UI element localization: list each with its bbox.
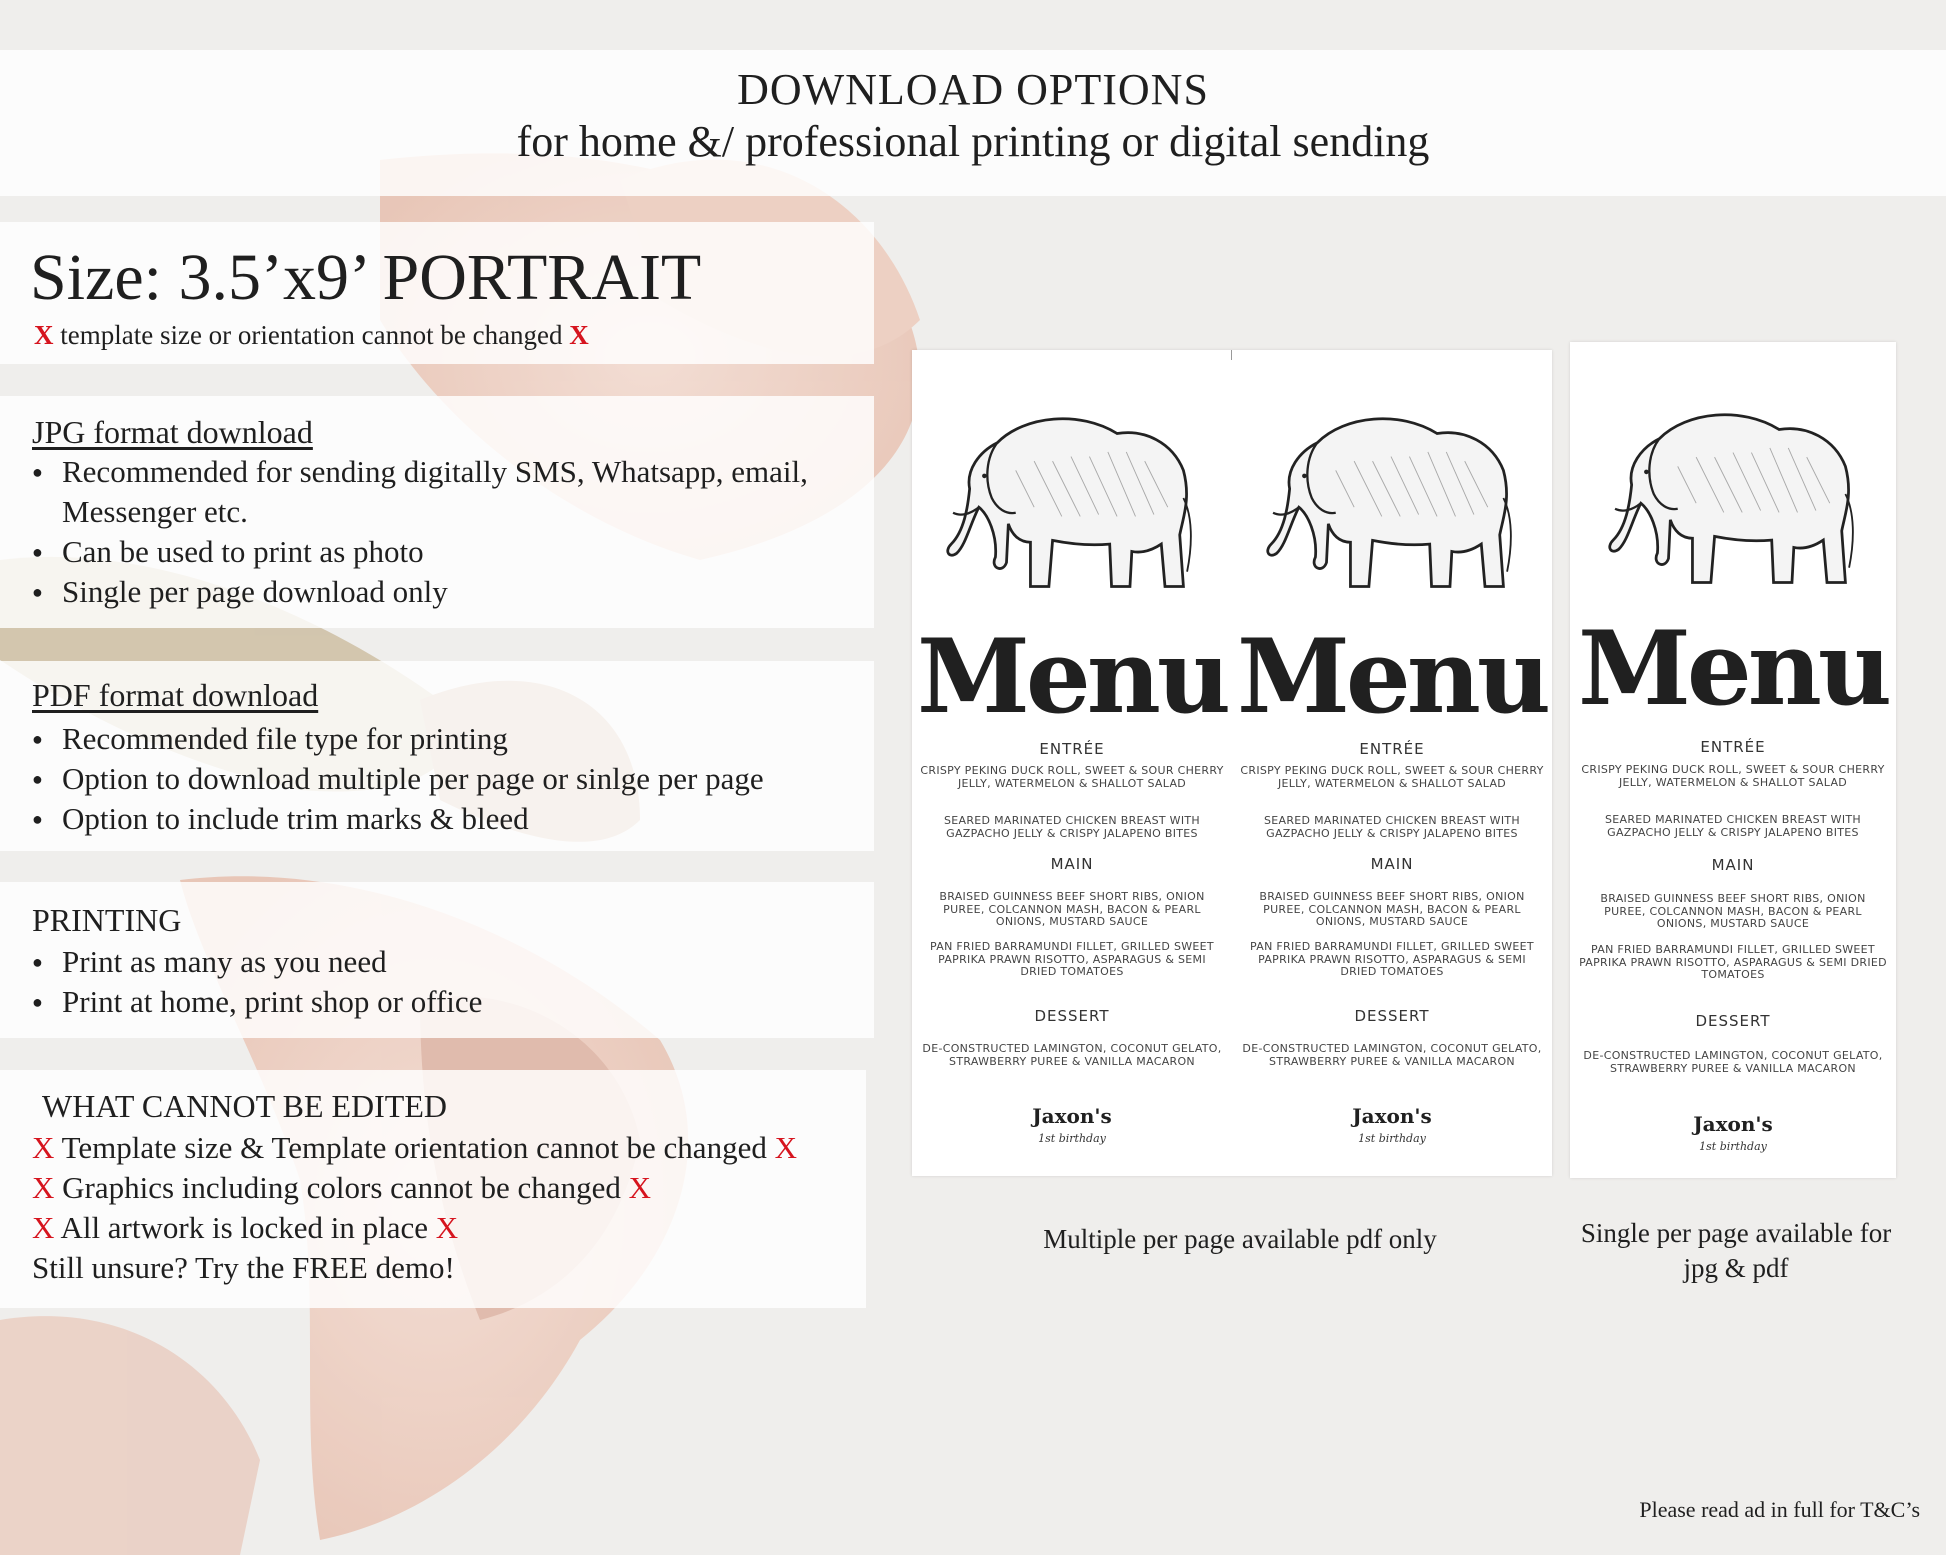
cannot-edit-line: All artwork is locked in place [60,1210,429,1245]
dish-main-2: PAN FRIED BARRAMUNDI FILLET, GRILLED SWEET PAPRIKA PRAWN RISOTTO, ASPARAGUS & SEMI DRIED TOMATOES [1579,943,1887,981]
dish-dessert-1: DE-CONSTRUCTED LAMINGTON, COCONUT GELATO, STRAWBERRY PUREE & VANILLA MACARON [922,1042,1222,1068]
x-mark: X [34,320,54,350]
list-item: ● Single per page download only [30,572,808,612]
menu-heading: Menu [1577,609,1889,729]
header-band [0,50,1946,196]
dish-entree-1: CRISPY PEKING DUCK ROLL, SWEET & SOUR CHERRY JELLY, WATERMELON & SHALLOT SALAD [920,764,1224,790]
dish-entree-1: CRISPY PEKING DUCK ROLL, SWEET & SOUR CHERRY JELLY, WATERMELON & SHALLOT SALAD [1581,763,1885,789]
size-note-text: template size or orientation cannot be changed [60,320,563,350]
footer-note: Please read ad in full for T&C’s [1639,1497,1920,1522]
course-entree: ENTRÉE [1039,740,1105,758]
pdf-bullet-list [30,719,764,839]
course-main: MAIN [1370,855,1414,873]
course-entree: ENTRÉE [1359,740,1425,758]
dish-main-1: BRAISED GUINNESS BEEF SHORT RIBS, ONION PUREE, COLCANNON MASH, BACON & PEARL ONIONS, MUSTARD SAUCE [1600,892,1866,930]
jpg-bullet-list [30,452,808,612]
cannot-edit-list [32,1128,797,1288]
menu-preview-multiple-per-page [912,350,1552,1176]
x-mark: X [569,320,589,350]
x-mark: X [628,1170,651,1205]
list-item: Messenger etc. [62,494,248,529]
dish-main-2: PAN FRIED BARRAMUNDI FILLET, GRILLED SWEET PAPRIKA PRAWN RISOTTO, ASPARAGUS & SEMI DRIED TOMATOES [1250,940,1534,978]
course-main: MAIN [1711,856,1755,874]
pdf-format-panel [0,661,874,851]
course-dessert: DESSERT [1034,1007,1110,1025]
celebrant-name: Jaxon's [1693,1112,1773,1136]
elephant-illustration [1604,386,1862,602]
menu-card [1570,342,1896,1178]
menu-card [912,350,1232,1176]
pdf-title: PDF format download [32,677,319,713]
printing-bullet-list [30,942,482,1022]
occasion-script: 1st birthday [1699,1140,1767,1153]
list-item: ● Can be used to print as photo [30,532,808,572]
x-mark: X [32,1210,55,1245]
caption-multiple-per-page: Multiple per page available pdf only [1043,1224,1437,1254]
list-item: ● Option to download multiple per page or sinlge per page [30,759,764,799]
dish-entree-2: SEARED MARINATED CHICKEN BREAST WITH GAZPACHO JELLY & CRISPY JALAPENO BITES [944,814,1200,840]
page-subtitle: for home &/ professional printing or digital sending [516,117,1430,166]
menu-heading: Menu [916,617,1228,737]
occasion-script: 1st birthday [1358,1132,1426,1145]
celebrant-name: Jaxon's [1352,1104,1432,1128]
dish-main-1: BRAISED GUINNESS BEEF SHORT RIBS, ONION PUREE, COLCANNON MASH, BACON & PEARL ONIONS, MUSTARD SAUCE [939,890,1205,928]
elephant-illustration [942,390,1200,606]
dish-entree-1: CRISPY PEKING DUCK ROLL, SWEET & SOUR CHERRY JELLY, WATERMELON & SHALLOT SALAD [1240,764,1544,790]
x-mark: X [32,1130,55,1165]
cannot-edit-line: Template size & Template orientation cannot be changed [61,1130,767,1165]
cannot-edit-line: Graphics including colors cannot be changed [62,1170,621,1205]
jpg-title: JPG format download [32,414,313,450]
dish-main-2: PAN FRIED BARRAMUNDI FILLET, GRILLED SWEET PAPRIKA PRAWN RISOTTO, ASPARAGUS & SEMI DRIED TOMATOES [930,940,1214,978]
course-entree: ENTRÉE [1700,738,1766,756]
list-item [32,1208,797,1248]
menu-preview-single-per-page [1570,342,1896,1178]
list-item [32,1168,797,1208]
occasion-script: 1st birthday [1038,1132,1106,1145]
cannot-edit-panel [0,1070,866,1308]
x-mark: X [435,1210,459,1245]
list-item: ● Print at home, print shop or office [30,982,482,1022]
course-main: MAIN [1050,855,1094,873]
jpg-format-panel [0,396,874,628]
dish-dessert-1: DE-CONSTRUCTED LAMINGTON, COCONUT GELATO, STRAWBERRY PUREE & VANILLA MACARON [1583,1049,1883,1075]
x-mark: X [774,1130,797,1165]
list-item: ● Recommended for sending digitally SMS, Whatsapp, email, [30,452,808,492]
course-dessert: DESSERT [1695,1012,1771,1030]
page-title: DOWNLOAD OPTIONS [737,65,1209,114]
elephant-illustration [1262,390,1520,606]
list-item: ● Print as many as you need [30,942,482,982]
list-item [32,1128,797,1168]
menu-card [1232,350,1552,1176]
dish-entree-2: SEARED MARINATED CHICKEN BREAST WITH GAZPACHO JELLY & CRISPY JALAPENO BITES [1264,814,1520,840]
celebrant-name: Jaxon's [1032,1104,1112,1128]
dish-dessert-1: DE-CONSTRUCTED LAMINGTON, COCONUT GELATO, STRAWBERRY PUREE & VANILLA MACARON [1242,1042,1542,1068]
size-note [34,320,589,351]
free-demo-text: Still unsure? Try the FREE demo! [32,1250,455,1285]
menu-heading: Menu [1236,617,1548,737]
size-title: Size: 3.5’x9’ PORTRAIT [30,241,702,314]
cannot-edit-title: WHAT CANNOT BE EDITED [42,1088,447,1124]
x-mark: X [32,1170,55,1205]
course-dessert: DESSERT [1354,1007,1430,1025]
printing-title: PRINTING [32,902,182,938]
dish-main-1: BRAISED GUINNESS BEEF SHORT RIBS, ONION PUREE, COLCANNON MASH, BACON & PEARL ONIONS, MUSTARD SAUCE [1259,890,1525,928]
list-item: ● Recommended file type for printing [30,719,764,759]
caption-single-per-page: Single per page available for jpg & pdf [1580,1218,1892,1283]
printing-panel [0,882,874,1038]
dish-entree-2: SEARED MARINATED CHICKEN BREAST WITH GAZPACHO JELLY & CRISPY JALAPENO BITES [1605,813,1861,839]
size-panel [0,222,874,364]
list-item: ● Option to include trim marks & bleed [30,799,764,839]
